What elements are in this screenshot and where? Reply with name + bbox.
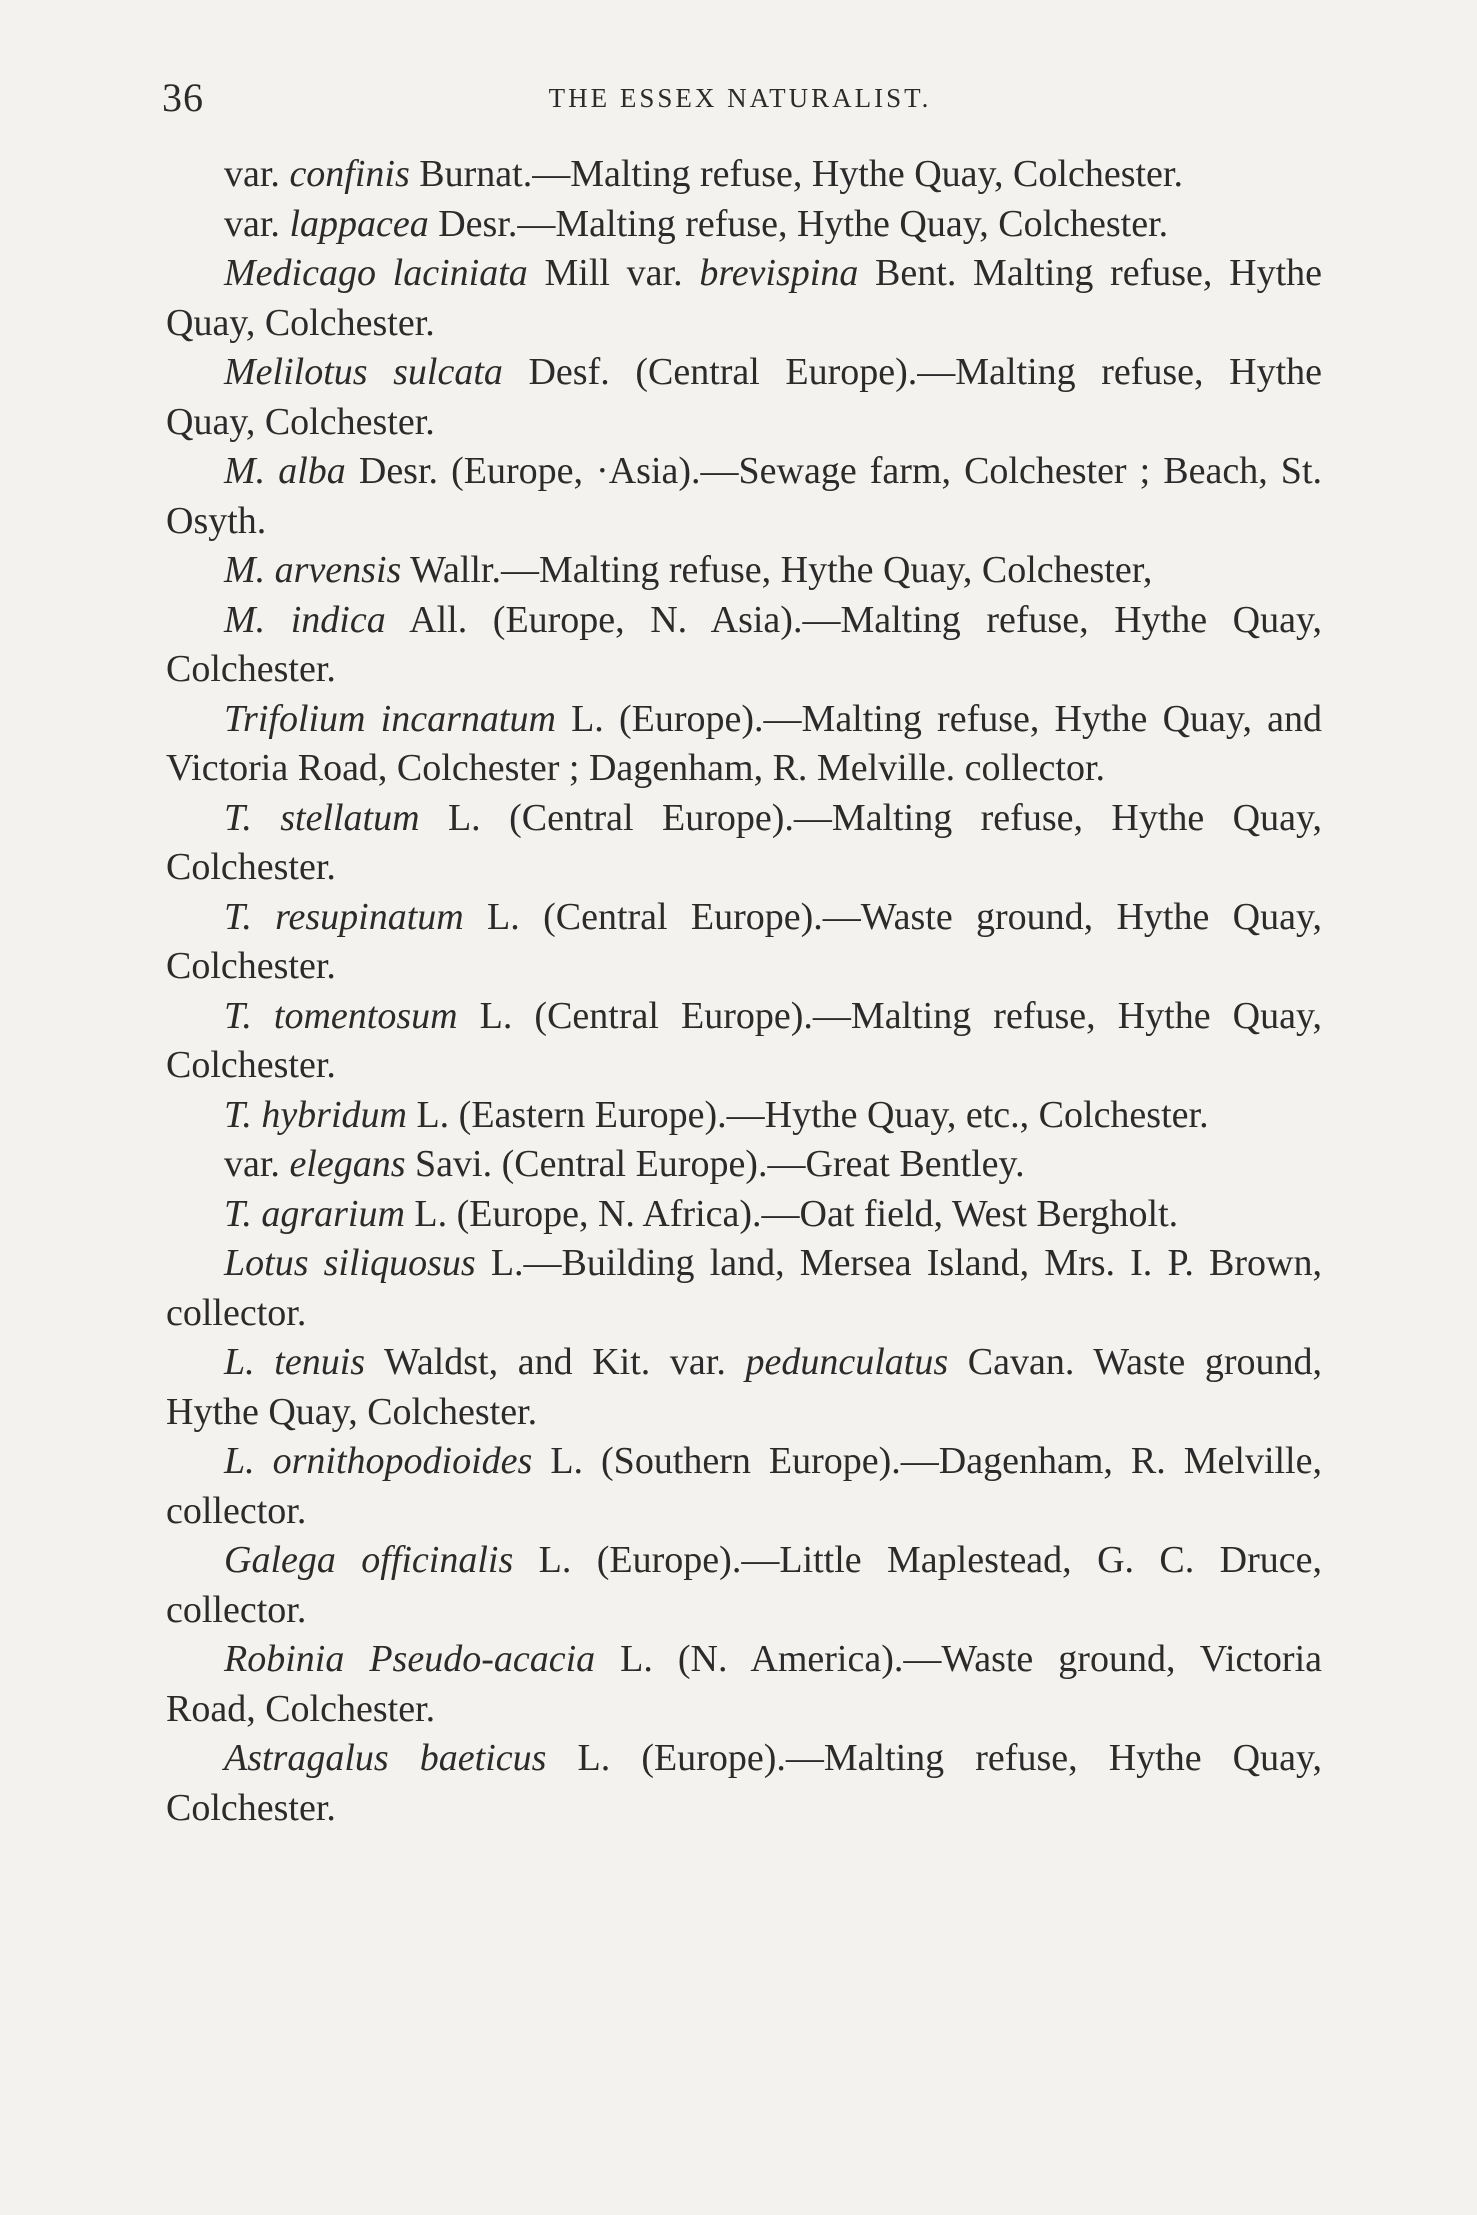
running-head: THE ESSEX NATURALIST. — [548, 83, 932, 113]
species-entry — [166, 546, 1322, 596]
entry-text — [166, 1440, 224, 1482]
entry-text — [166, 252, 224, 294]
taxon-name: T. agrarium — [224, 1192, 405, 1235]
entry-text — [166, 896, 224, 938]
taxon-name: lappacea — [289, 202, 429, 245]
taxon-name: M. alba — [224, 450, 346, 492]
entry-text: Desf. (Central Europe).—Malting refuse, Hythe Quay, Colchester. — [166, 351, 1322, 443]
entry-text: Desr. (Europe, ·Asia).—Sewage farm, Colchester ; Beach, St. Osyth. — [166, 450, 1323, 542]
entry-text: Savi. (Central Europe).—Great Bentley. — [405, 1143, 1025, 1185]
entry-text — [166, 1539, 224, 1581]
entry-text — [166, 599, 224, 641]
entry-text: L. (Central Europe).—Waste ground, Hythe Quay, Colchester. — [166, 895, 1322, 987]
taxon-name: T. stellatum — [224, 796, 420, 839]
species-entry — [166, 695, 1322, 794]
entry-text: Cavan. Waste ground, Hythe Quay, Colchester. — [166, 1341, 1322, 1433]
species-entry — [166, 348, 1322, 447]
entry-text: L. (Southern Europe).—Dagenham, R. Melville, collector. — [166, 1440, 1322, 1532]
page-number: 36 — [162, 75, 204, 120]
species-entry — [166, 1437, 1322, 1536]
entry-text — [166, 698, 224, 740]
entry-text — [166, 1193, 224, 1235]
species-entry — [166, 1734, 1322, 1833]
taxon-name: L. tenuis — [224, 1341, 366, 1383]
species-entry — [166, 596, 1322, 695]
entry-text: L.—Building land, Mersea Island, Mrs. I. P. Brown, collector. — [166, 1242, 1322, 1334]
entry-text — [166, 450, 224, 492]
entry-text — [166, 1094, 224, 1136]
species-entry — [166, 249, 1322, 348]
species-entry — [166, 1091, 1322, 1141]
entry-text: L. (Europe).—Malting refuse, Hythe Quay, Colchester. — [166, 1737, 1322, 1829]
species-entry — [166, 893, 1322, 992]
entry-text: All. (Europe, N. Asia).—Malting refuse, Hythe Quay, Colchester. — [166, 598, 1322, 690]
species-entry — [166, 1536, 1322, 1635]
entry-text — [166, 797, 224, 839]
taxon-name: L. ornithopodioides — [224, 1440, 533, 1482]
entry-text: Wallr.—Malting refuse, Hythe Quay, Colchester, — [401, 549, 1153, 591]
species-entry — [166, 794, 1322, 893]
species-entry — [166, 1140, 1322, 1190]
taxon-name: confinis — [289, 153, 410, 195]
entry-text: L. (Eastern Europe).—Hythe Quay, etc., Colchester. — [406, 1093, 1209, 1136]
species-entry — [166, 447, 1322, 546]
taxon-name: M. arvensis — [224, 549, 402, 591]
entry-text — [166, 549, 224, 591]
species-entry — [166, 992, 1322, 1091]
entry-text — [166, 995, 224, 1037]
body-text — [166, 150, 1322, 1833]
species-entry — [166, 1338, 1322, 1437]
taxon-name: Medicago laciniata — [224, 252, 528, 294]
entry-text: L. (Central Europe).—Malting refuse, Hythe Quay, Colchester. — [166, 994, 1323, 1086]
entry-text: L. (Europe).—Little Maplestead, G. C. Druce, collector. — [166, 1539, 1322, 1631]
entry-text — [166, 1242, 224, 1284]
taxon-name: T. resupinatum — [224, 895, 464, 938]
entry-text: var. — [224, 202, 290, 245]
species-entry — [166, 200, 1322, 250]
page-header — [162, 72, 1318, 124]
species-entry — [166, 1239, 1322, 1338]
taxon-name: T. hybridum — [224, 1093, 407, 1136]
taxon-name: Lotus siliquosus — [224, 1242, 476, 1284]
entry-text — [166, 1638, 224, 1680]
entry-text: Burnat.—Malting refuse, Hythe Quay, Colchester. — [409, 153, 1183, 195]
species-entry — [166, 1190, 1322, 1240]
taxon-name: T. tomentosum — [224, 994, 458, 1037]
entry-text: L. (Europe, N. Africa).—Oat field, West Bergholt. — [404, 1192, 1179, 1235]
species-entry — [166, 1635, 1322, 1734]
taxon-name: Robinia Pseudo-acacia — [224, 1638, 596, 1680]
taxon-name: Melilotus sulcata — [224, 351, 503, 393]
taxon-name: Galega officinalis — [224, 1539, 514, 1581]
entry-text: Mill var. — [527, 252, 700, 294]
entry-text — [166, 351, 224, 393]
entry-text: var. — [224, 153, 290, 195]
entry-text: Bent. Malting refuse, Hythe Quay, Colchester. — [166, 252, 1322, 344]
taxon-name: pedunculatus — [745, 1341, 949, 1383]
taxon-name: Trifolium incarnatum — [224, 697, 556, 740]
taxon-name: Astragalus baeticus — [224, 1737, 547, 1779]
taxon-name: elegans — [289, 1143, 406, 1185]
entry-text — [166, 1341, 224, 1383]
species-entry — [166, 150, 1322, 200]
entry-text: L. (N. America).—Waste ground, Victoria Road, Colchester. — [166, 1638, 1322, 1730]
entry-text: var. — [224, 1143, 290, 1185]
taxon-name: brevispina — [699, 252, 859, 294]
entry-text: L. (Central Europe).—Malting refuse, Hythe Quay, Colchester. — [166, 796, 1323, 888]
entry-text: Waldst, and Kit. var. — [365, 1341, 746, 1383]
entry-text: L. (Europe).—Malting refuse, Hythe Quay, and Victoria Road, Colchester ; Dagenham, R. Melville. collector. — [166, 697, 1323, 789]
entry-text: Desr.—Malting refuse, Hythe Quay, Colchester. — [428, 202, 1169, 245]
entry-text — [166, 1737, 224, 1779]
taxon-name: M. indica — [224, 598, 386, 641]
